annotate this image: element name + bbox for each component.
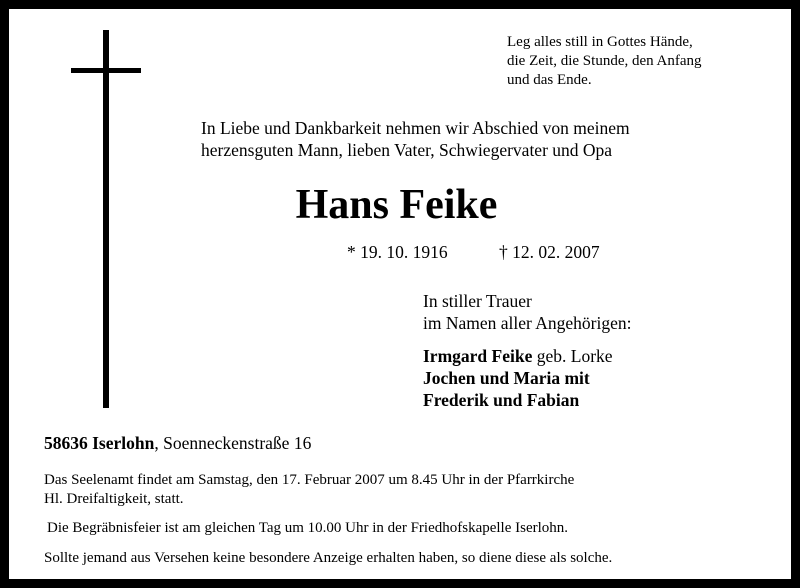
mourning-text [423, 290, 631, 334]
intro-line: herzensguten Mann, lieben Vater, Schwiegervater und Opa [201, 140, 613, 160]
family-line-widow [423, 345, 613, 367]
intro-line: In Liebe und Dankbarkeit nehmen wir Abschied von meinem [201, 118, 630, 138]
widow-maiden-name: geb. Lorke [532, 346, 613, 366]
motto-line: die Zeit, die Stunde, den Anfang [507, 53, 702, 69]
mourning-line: im Namen aller Angehörigen: [423, 313, 632, 333]
requiem-line: Hl. Dreifaltigkeit, statt. [44, 491, 184, 507]
death-date: † 12. 02. 2007 [499, 242, 600, 262]
motto-line: Leg alles still in Gottes Hände, [507, 34, 693, 50]
family-names [423, 345, 613, 411]
mourning-line: In stiller Trauer [423, 291, 532, 311]
disclaimer-notice: Sollte jemand aus Versehen keine besondere Anzeige erhalten haben, so diene diese als solche. [44, 550, 613, 566]
address-street: , Soenneckenstraße 16 [154, 433, 312, 453]
birth-date: * 19. 10. 1916 [347, 242, 448, 262]
address [44, 432, 311, 454]
deceased-name: Hans Feike [295, 182, 498, 228]
widow-name: Irmgard Feike [423, 346, 533, 366]
motto-line: und das Ende. [507, 72, 592, 88]
family-line-grandchildren: Frederik und Fabian [423, 390, 580, 410]
requiem-notice [44, 471, 574, 509]
farewell-intro [201, 117, 781, 161]
address-city: 58636 Iserlohn [44, 433, 155, 453]
motto-verse [507, 33, 787, 90]
funeral-notice: Die Begräbnisfeier ist am gleichen Tag um 10.00 Uhr in der Friedhofskapelle Iserlohn. [47, 520, 569, 536]
family-line-children: Jochen und Maria mit [423, 368, 590, 388]
deceased-name-row [9, 177, 800, 233]
requiem-line: Das Seelenamt findet am Samstag, den 17. Februar 2007 um 8.45 Uhr in der Pfarrkirche [44, 472, 575, 488]
